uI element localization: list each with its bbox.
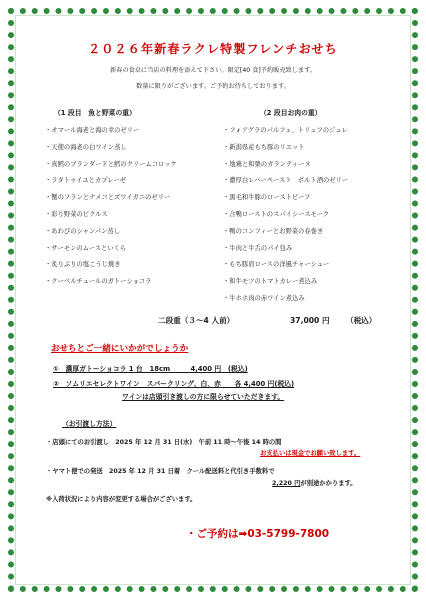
menu-item-left: ・炙りぶりの塩こうじ焼き (45, 261, 121, 268)
menu-item-left: ・真鱈のブランダードと鱈のクリームコロッケ (45, 161, 177, 168)
intro-line-2: 数量に限りがございます。ご予約お待ちしております。 (136, 83, 290, 90)
menu-item-right: ・黒毛和牛豚のローストビーフ (223, 194, 311, 201)
delivery-heading: （お引渡し方法） (62, 420, 117, 428)
reservation-phone-link[interactable]: 03-5799-7800 (247, 528, 330, 540)
price-label: 二段重（３～4 人前） (158, 316, 235, 325)
menu-item-left: ・ラタトゥイユとカプレーゼ (45, 177, 127, 184)
menu-item-right: ・もち豚肩ロースの洋風チャーシュー (223, 261, 330, 268)
disclaimer: ※入荷状況により内容が変更する場合がございます。 (46, 496, 197, 503)
menu-item-right: ・和牛モツのトマトカレー煮込み (223, 278, 318, 285)
delivery-payment-note: お支払いは現金でお願い致します。 (260, 450, 361, 457)
delivery-shipping-line: ・ヤマト便での発送 2025 年 12 月 31 日着 クール配送料と代引き手数料で (46, 468, 275, 475)
intro-line-1: 新春の食卓に当店の料理を添えて下さい。限定[40 食]予約販売致します。 (110, 67, 316, 74)
delivery-store-line: ・店頭にてのお引渡し 2025 年 12 月 31 日(水) 午前 11 時～午後 14 時の間 (46, 439, 282, 446)
menu-item-right: ・牛ホホ肉の赤ワイン煮込み (223, 295, 305, 302)
reservation-label: ・ご予約は➡ (186, 528, 248, 540)
menu-item-left: ・蟹のフランとナメコとズワイガニのゼリー (45, 194, 171, 201)
page-title: ２０２６年新春ラクレ特製フレンチおせち (88, 42, 338, 56)
first-tier-heading: （1 段目 魚と野菜の重） (54, 109, 136, 117)
menu-item-right: ・新潟県産もち豚のリエット (223, 144, 305, 151)
menu-item-right: ・牛肉と牛舌のパイ包み (223, 245, 293, 252)
menu-item-left: ・天使の海老の白ワイン蒸し (45, 144, 127, 151)
menu-item-right: ・合鴨ローストのスパイシースモーク (223, 211, 330, 218)
reservation-line (186, 526, 329, 541)
menu-item-left: ・オマール海老と海の幸のゼリー (45, 127, 140, 134)
delivery-shipping-fee: 2,220 円 (272, 480, 301, 487)
addons-heading: おせちとご一緒にいかがでしょうか (51, 344, 189, 354)
price-amount: 37,000 円 (290, 316, 330, 325)
menu-item-right: ・地鶏と和栗のガランティーヌ (223, 161, 311, 168)
menu-item-left: ・彩り野菜のピクルス (45, 211, 108, 218)
price-tax: （税込） (346, 316, 377, 325)
addon-wine-note: ワインは店頭引き渡しの方に限らせていただきます。 (122, 393, 285, 401)
menu-item-left: ・サーモンのムースといくら (45, 245, 127, 252)
second-tier-heading: （2 段目お肉の重） (260, 109, 322, 117)
addon-item-cake: ① 濃厚ガトーショコラ 1 台 18cm 4,400 円 (税込) (53, 365, 248, 373)
menu-item-left: ・あわびのシャンパン蒸し (45, 228, 120, 235)
delivery-shipping-fee-line (272, 478, 357, 487)
addon-item-wine: ② ソムリエセレクトワイン スパークリング、白、赤 各 4,400 円(税込) (53, 380, 295, 388)
menu-item-left: ・クーベルチュールのガトーショコラ (45, 278, 152, 285)
menu-item-right: ・フォアグラのパルフェ、トリュフのジュレ (223, 127, 348, 134)
menu-item-right: ・濃厚白レバーペースト ポルト酒のゼリー (223, 177, 349, 184)
menu-item-right: ・鴨のコンフィーとお野菜の春巻き (223, 228, 324, 235)
delivery-shipping-fee-suffix: が別途かかります。 (300, 480, 357, 487)
